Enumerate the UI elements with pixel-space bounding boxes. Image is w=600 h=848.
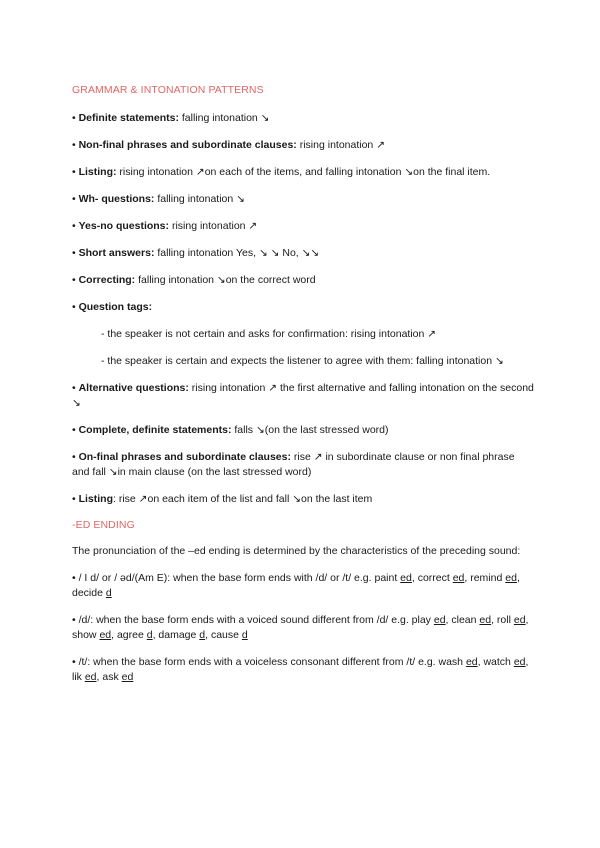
item-alternative-questions: • Alternative questions: rising intonation ↗ the first alternative and falling intonation on the second ↘ <box>72 382 534 409</box>
ed-rule-t: • /t/: when the base form ends with a voiceless consonant different from /t/ e.g. wash ed, watch ed, lik ed, ask ed <box>72 656 529 683</box>
ed-rule-id: • / I d/ or / əd/(Am E): when the base form ends with /d/ or /t/ e.g. paint ed, correct ed, remind ed, decide d <box>72 572 520 599</box>
ed-suffix: d <box>199 629 206 641</box>
item-wh-questions: • Wh- questions: falling intonation ↘ <box>72 193 245 205</box>
item-text: rising intonation ↗on each of the items, and falling intonation ↘on the final item. <box>116 166 491 178</box>
ed-suffix: d <box>146 629 153 641</box>
grammar-heading: GRAMMAR & INTONATION PATTERNS <box>72 84 264 96</box>
ed-suffix: ed <box>465 656 478 668</box>
item-label: Listing <box>78 493 114 505</box>
item-listing: • Listing: rising intonation ↗on each of the items, and falling intonation ↘on the final item. <box>72 166 491 178</box>
item-definite-statements: • Definite statements: falling intonation ↘ <box>72 112 270 124</box>
item-label: Definite statements: <box>78 112 179 124</box>
item-label: Listing: <box>78 166 117 178</box>
item-question-tags: • Question tags: <box>72 301 153 313</box>
ed-suffix: ed <box>513 656 526 668</box>
item-text: falling intonation ↘ <box>178 112 270 124</box>
item-on-final-phrases: • On-final phrases and subordinate clauses: rise ↗ in subordinate clause or non final phrase and fall ↘in main clause (on the last stressed word) <box>72 451 515 478</box>
ed-ending-heading: -ED ENDING <box>72 519 135 531</box>
ed-rule-d: • /d/: when the base form ends with a voiced sound different from /d/ e.g. play ed, clean ed, roll ed, show ed, agree d, damage d, cause d <box>72 614 529 641</box>
ed-suffix: ed <box>433 614 446 626</box>
document-page <box>72 84 534 685</box>
item-text: rising intonation ↗ the first alternative and falling intonation on the second ↘ <box>72 382 534 409</box>
item-text: falling intonation Yes, ↘ ↘ No, ↘↘ <box>154 247 320 259</box>
item-label: Correcting: <box>78 274 136 286</box>
item-text: rising intonation ↗ <box>296 139 385 151</box>
item-label: Complete, definite statements: <box>78 424 232 436</box>
ed-suffix: ed <box>121 671 134 683</box>
ed-suffix: ed <box>505 572 517 584</box>
ed-suffix: ed <box>452 572 465 584</box>
item-text: falling intonation ↘on the correct word <box>135 274 316 286</box>
ed-intro: The pronunciation of the –ed ending is determined by the characteristics of the preceding sound: <box>72 545 521 557</box>
item-label: Non-final phrases and subordinate clauses: <box>78 139 297 151</box>
item-non-final-phrases: • Non-final phrases and subordinate clauses: rising intonation ↗ <box>72 139 385 151</box>
item-label: On-final phrases and subordinate clauses: <box>78 451 291 463</box>
item-short-answers: • Short answers: falling intonation Yes, ↘ ↘ No, ↘↘ <box>72 247 320 259</box>
item-complete-statements: • Complete, definite statements: falls ↘(on the last stressed word) <box>72 424 389 436</box>
item-text: rising intonation ↗ <box>169 220 258 232</box>
item-label: Alternative questions: <box>78 382 189 394</box>
item-label: Short answers: <box>78 247 155 259</box>
ed-suffix: ed <box>84 671 97 683</box>
ed-suffix: ed <box>400 572 412 584</box>
item-correcting: • Correcting: falling intonation ↘on the correct word <box>72 274 316 286</box>
item-listing-2: • Listing: rise ↗on each item of the list and fall ↘on the last item <box>72 493 373 505</box>
question-tag-uncertain: - the speaker is not certain and asks for confirmation: rising intonation ↗ <box>101 328 437 340</box>
ed-suffix: ed <box>479 614 492 626</box>
ed-suffix: d <box>105 587 112 599</box>
ed-suffix: ed <box>513 614 526 626</box>
item-yes-no-questions: • Yes-no questions: rising intonation ↗ <box>72 220 258 232</box>
ed-suffix: ed <box>99 629 112 641</box>
item-label: Wh- questions: <box>78 193 155 205</box>
item-text: : rise ↗on each item of the list and fall ↘on the last item <box>113 493 373 505</box>
item-text: falls ↘(on the last stressed word) <box>231 424 389 436</box>
item-label: Yes-no questions: <box>78 220 170 232</box>
item-text: falling intonation ↘ <box>154 193 245 205</box>
ed-suffix: d <box>241 629 248 641</box>
item-text: rise ↗ in subordinate clause or non final phrase and fall ↘in main clause (on the last stressed word) <box>72 451 515 478</box>
item-label: Question tags: <box>78 301 153 313</box>
question-tag-certain: - the speaker is certain and expects the listener to agree with them: falling intonation ↘ <box>101 355 504 367</box>
